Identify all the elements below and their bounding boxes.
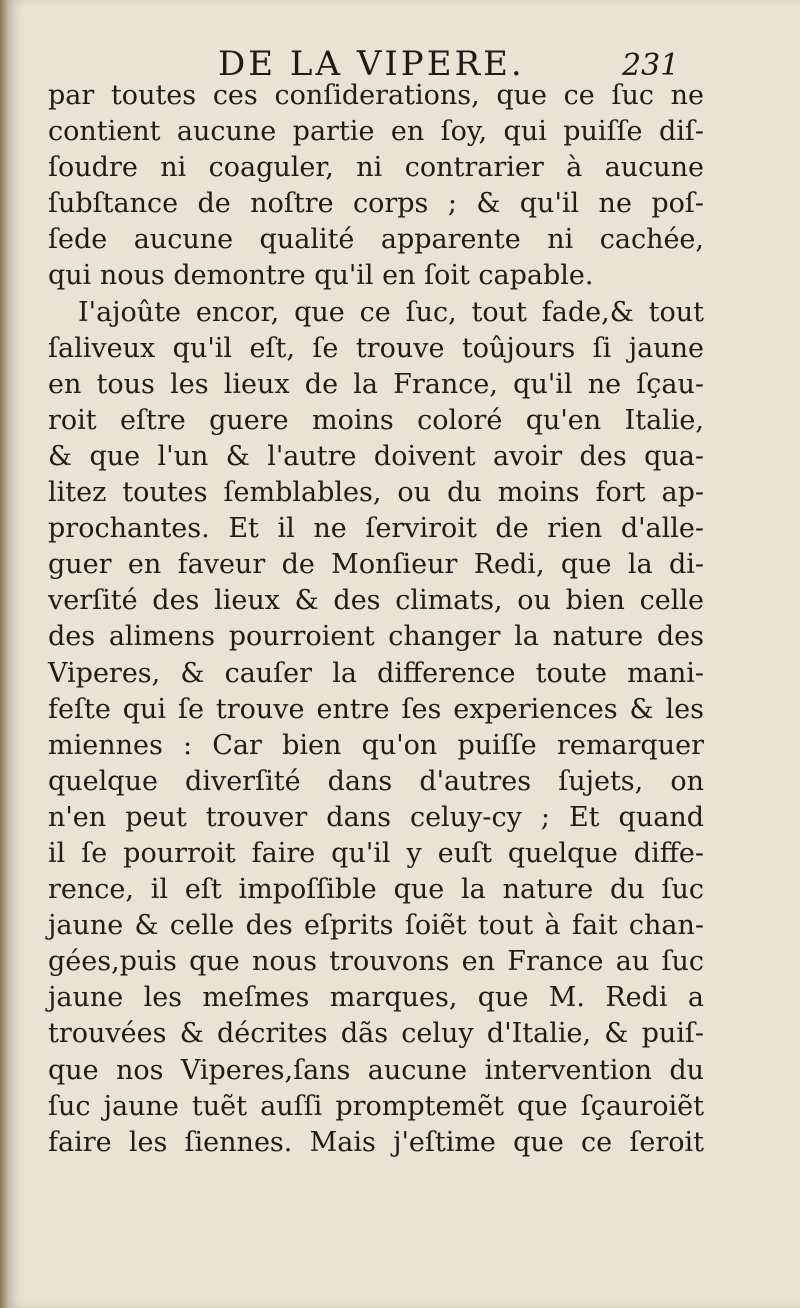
- text-line: rence, il eſt impoſſible que la nature du ſuc: [48, 874, 704, 906]
- text-line: ſaliveux qu'il eſt, ſe trouve toûjours ſi jaune: [48, 332, 704, 364]
- text-line: verſité des lieux & des climats, ou bien celle: [48, 585, 704, 617]
- text-line: faire les ſiennes. Mais j'eſtime que ce ſeroit: [48, 1126, 704, 1158]
- text-line: ſuc jaune tuẽt auſſi promptemẽt que ſçauroiẽt: [48, 1090, 704, 1122]
- text-line: qui nous demontre qu'il en ſoit capable.: [48, 260, 594, 292]
- text-line: contient aucune partie en ſoy, qui puiſſe diſ-: [48, 116, 704, 148]
- text-line: Viperes, & cauſer la difference toute mani-: [48, 657, 704, 689]
- text-line: en tous les lieux de la France, qu'il ne ſçau-: [48, 368, 704, 400]
- text-line: jaune les meſmes marques, que M. Redi a: [48, 982, 704, 1014]
- text-line: litez toutes ſemblables, ou du moins fort ap-: [48, 477, 704, 509]
- text-line: prochantes. Et il ne ſerviroit de rien d'alle-: [48, 513, 704, 545]
- text-line: jaune & celle des eſprits ſoiẽt tout à fait chan-: [48, 910, 704, 942]
- text-line: & que l'un & l'autre doivent avoir des qua-: [48, 440, 704, 472]
- text-line: guer en faveur de Monſieur Redi, que la di-: [48, 549, 704, 581]
- text-line: ſoudre ni coaguler, ni contrarier à aucune: [48, 152, 704, 184]
- text-line: roit eſtre guere moins coloré qu'en Italie,: [48, 404, 704, 436]
- text-line: quelque diverſité dans d'autres ſujets, on: [48, 765, 704, 797]
- text-line: trouvées & décrites dãs celuy d'Italie, & puiſ-: [48, 1018, 704, 1050]
- book-page: [8, 0, 800, 1308]
- text-line: ſede aucune qualité apparente ni cachée,: [48, 224, 704, 256]
- text-line: il ſe pourroit faire qu'il y euſt quelque diffe-: [48, 837, 704, 869]
- page-number: 231: [622, 48, 680, 83]
- running-title: DE LA VIPERE.: [218, 44, 525, 84]
- text-line: miennes : Car bien qu'on puiſſe remarquer: [48, 729, 704, 761]
- text-line: gées,puis que nous trouvons en France au ſuc: [48, 946, 704, 978]
- text-line: feſte qui ſe trouve entre ſes experiences & les: [48, 693, 704, 725]
- body-text: [48, 78, 704, 1161]
- text-line: par toutes ces conſiderations, que ce ſuc ne: [48, 80, 704, 111]
- text-line: ſubſtance de noſtre corps ; & qu'il ne poſ-: [48, 188, 704, 220]
- text-line: n'en peut trouver dans celuy-cy ; Et quand: [48, 801, 704, 833]
- text-line: I'ajoûte encor, que ce ſuc, tout fade,& tout: [78, 296, 704, 328]
- text-line: des alimens pourroient changer la nature des: [48, 621, 704, 653]
- text-line: que nos Viperes,ſans aucune intervention du: [48, 1054, 704, 1086]
